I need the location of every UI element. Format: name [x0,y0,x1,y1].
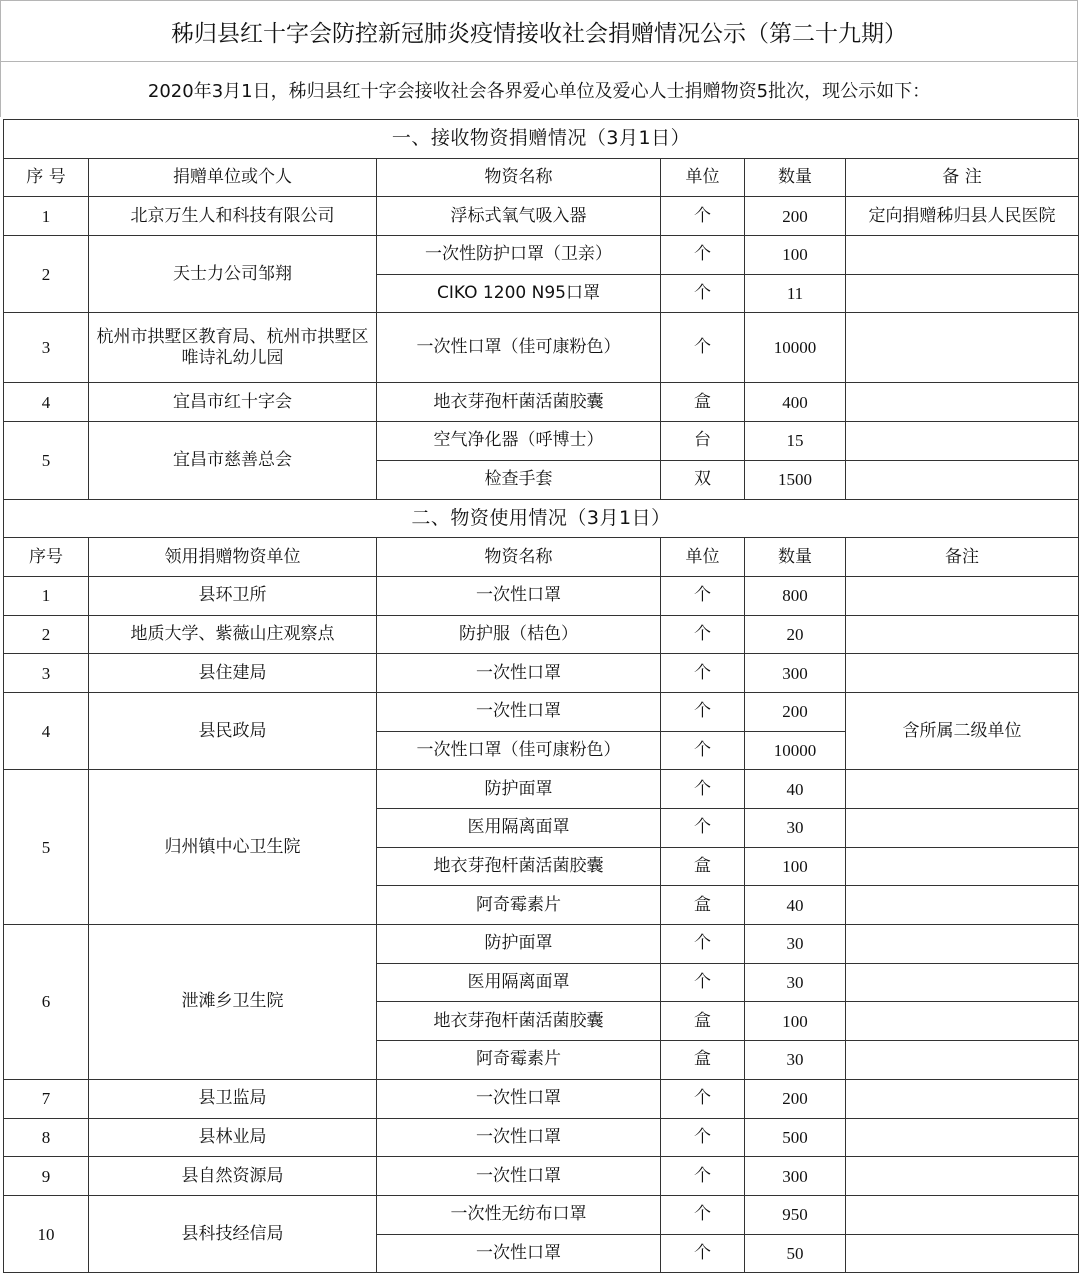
item-name: 地衣芽孢杆菌活菌胶囊 [377,383,661,422]
item-quantity: 800 [745,576,846,615]
item-name: 阿奇霉素片 [377,1041,661,1080]
header-cell: 数量 [745,538,846,577]
item-quantity: 300 [745,654,846,693]
section2-heading: 二、物资使用情况（3月1日） [4,499,1079,538]
item-unit: 个 [661,197,745,236]
item-quantity: 400 [745,383,846,422]
item-note [846,1157,1079,1196]
item-quantity: 100 [745,236,846,275]
item-name: 地衣芽孢杆菌活菌胶囊 [377,847,661,886]
item-quantity: 200 [745,197,846,236]
donation-table [3,119,1079,1273]
item-name: 一次性口罩（佳可康粉色） [377,731,661,770]
item-unit: 个 [661,274,745,313]
row-number: 8 [4,1118,89,1157]
item-note [846,809,1079,848]
row-number: 4 [4,692,89,769]
item-note [846,383,1079,422]
item-note [846,274,1079,313]
item-quantity: 11 [745,274,846,313]
item-note [846,886,1079,925]
table-row [4,576,1079,615]
item-note: 含所属二级单位 [846,692,1079,769]
item-name: 医用隔离面罩 [377,963,661,1002]
item-quantity: 50 [745,1234,846,1273]
item-quantity: 20 [745,615,846,654]
row-number: 2 [4,615,89,654]
item-note [846,847,1079,886]
row-number: 2 [4,236,89,313]
item-name: CIKO 1200 N95口罩 [377,274,661,313]
item-note [846,1234,1079,1273]
recipient-name: 县科技经信局 [89,1195,377,1272]
item-name: 一次性防护口罩（卫亲） [377,236,661,275]
item-quantity: 10000 [745,731,846,770]
section1-header-row [4,158,1079,197]
item-note [846,236,1079,275]
item-unit: 个 [661,1157,745,1196]
recipient-name: 县民政局 [89,692,377,769]
item-unit: 双 [661,460,745,499]
item-name: 一次性口罩（佳可康粉色） [377,313,661,383]
header-cell: 单位 [661,538,745,577]
item-unit: 盒 [661,847,745,886]
row-number: 5 [4,770,89,925]
item-quantity: 100 [745,847,846,886]
table-row [4,1195,1079,1234]
item-name: 一次性口罩 [377,654,661,693]
item-unit: 盒 [661,1002,745,1041]
row-number: 9 [4,1157,89,1196]
item-quantity: 100 [745,1002,846,1041]
header-cell: 备注 [846,538,1079,577]
recipient-name: 地质大学、紫薇山庄观察点 [89,615,377,654]
item-unit: 个 [661,1234,745,1273]
item-note [846,1041,1079,1080]
donor-name: 北京万生人和科技有限公司 [89,197,377,236]
item-quantity: 15 [745,422,846,461]
table-row [4,313,1079,383]
row-number: 4 [4,383,89,422]
item-unit: 个 [661,654,745,693]
item-name: 一次性口罩 [377,1157,661,1196]
item-unit: 个 [661,770,745,809]
item-name: 阿奇霉素片 [377,886,661,925]
table-row [4,1157,1079,1196]
header-cell: 序 号 [4,158,89,197]
item-note [846,313,1079,383]
item-unit: 盒 [661,886,745,925]
item-note [846,1002,1079,1041]
item-unit: 个 [661,1079,745,1118]
item-name: 浮标式氧气吸入器 [377,197,661,236]
item-name: 一次性口罩 [377,1234,661,1273]
header-cell: 物资名称 [377,158,661,197]
item-note [846,460,1079,499]
item-note [846,925,1079,964]
item-name: 一次性口罩 [377,692,661,731]
item-note [846,422,1079,461]
item-note [846,1195,1079,1234]
item-unit: 个 [661,963,745,1002]
table-row [4,615,1079,654]
item-unit: 台 [661,422,745,461]
item-quantity: 40 [745,770,846,809]
donor-name: 宜昌市慈善总会 [89,422,377,499]
recipient-name: 县林业局 [89,1118,377,1157]
item-unit: 个 [661,925,745,964]
row-number: 7 [4,1079,89,1118]
row-number: 3 [4,654,89,693]
section1-heading: 一、接收物资捐赠情况（3月1日） [4,120,1079,159]
table-row [4,197,1079,236]
item-quantity: 200 [745,1079,846,1118]
item-name: 一次性口罩 [377,576,661,615]
item-quantity: 1500 [745,460,846,499]
header-cell: 序号 [4,538,89,577]
item-unit: 盒 [661,383,745,422]
item-name: 一次性口罩 [377,1118,661,1157]
intro-text: 2020年3月1日，秭归县红十字会接收社会各界爱心单位及爱心人士捐赠物资5批次，现公示如下： [0,62,1078,117]
item-quantity: 200 [745,692,846,731]
item-note [846,1079,1079,1118]
item-name: 一次性口罩 [377,1079,661,1118]
item-quantity: 950 [745,1195,846,1234]
item-name: 一次性无纺布口罩 [377,1195,661,1234]
item-name: 防护面罩 [377,925,661,964]
item-note [846,615,1079,654]
header-cell: 数量 [745,158,846,197]
header-cell: 捐赠单位或个人 [89,158,377,197]
recipient-name: 归州镇中心卫生院 [89,770,377,925]
donor-name: 天士力公司邹翔 [89,236,377,313]
row-number: 10 [4,1195,89,1272]
item-unit: 个 [661,692,745,731]
item-quantity: 30 [745,809,846,848]
item-unit: 个 [661,1195,745,1234]
item-quantity: 10000 [745,313,846,383]
table-row [4,383,1079,422]
item-unit: 个 [661,1118,745,1157]
item-unit: 个 [661,236,745,275]
item-unit: 个 [661,313,745,383]
item-note [846,654,1079,693]
row-number: 3 [4,313,89,383]
item-quantity: 30 [745,963,846,1002]
table-row [4,925,1079,964]
table-row [4,654,1079,693]
item-name: 检查手套 [377,460,661,499]
item-quantity: 40 [745,886,846,925]
item-note [846,576,1079,615]
table-row [4,1079,1079,1118]
item-name: 地衣芽孢杆菌活菌胶囊 [377,1002,661,1041]
item-name: 防护服（桔色） [377,615,661,654]
page-title: 秭归县红十字会防控新冠肺炎疫情接收社会捐赠情况公示（第二十九期） [0,0,1078,62]
recipient-name: 县卫监局 [89,1079,377,1118]
table-row [4,422,1079,461]
item-name: 医用隔离面罩 [377,809,661,848]
header-cell: 领用捐赠物资单位 [89,538,377,577]
item-note [846,770,1079,809]
recipient-name: 县环卫所 [89,576,377,615]
recipient-name: 县自然资源局 [89,1157,377,1196]
section2-header-row [4,538,1079,577]
table-row [4,236,1079,275]
item-unit: 个 [661,809,745,848]
item-quantity: 300 [745,1157,846,1196]
recipient-name: 县住建局 [89,654,377,693]
header-cell: 备 注 [846,158,1079,197]
item-note [846,963,1079,1002]
item-unit: 盒 [661,1041,745,1080]
header-cell: 物资名称 [377,538,661,577]
donor-name: 宜昌市红十字会 [89,383,377,422]
row-number: 1 [4,197,89,236]
item-quantity: 500 [745,1118,846,1157]
donor-name: 杭州市拱墅区教育局、杭州市拱墅区唯诗礼幼儿园 [89,313,377,383]
table-row [4,1118,1079,1157]
item-unit: 个 [661,615,745,654]
item-name: 防护面罩 [377,770,661,809]
recipient-name: 泄滩乡卫生院 [89,925,377,1080]
row-number: 6 [4,925,89,1080]
item-note: 定向捐赠秭归县人民医院 [846,197,1079,236]
table-row [4,770,1079,809]
item-quantity: 30 [745,1041,846,1080]
item-quantity: 30 [745,925,846,964]
item-name: 空气净化器（呼博士） [377,422,661,461]
item-unit: 个 [661,731,745,770]
row-number: 1 [4,576,89,615]
item-unit: 个 [661,576,745,615]
header-cell: 单位 [661,158,745,197]
item-note [846,1118,1079,1157]
table-row [4,692,1079,731]
row-number: 5 [4,422,89,499]
